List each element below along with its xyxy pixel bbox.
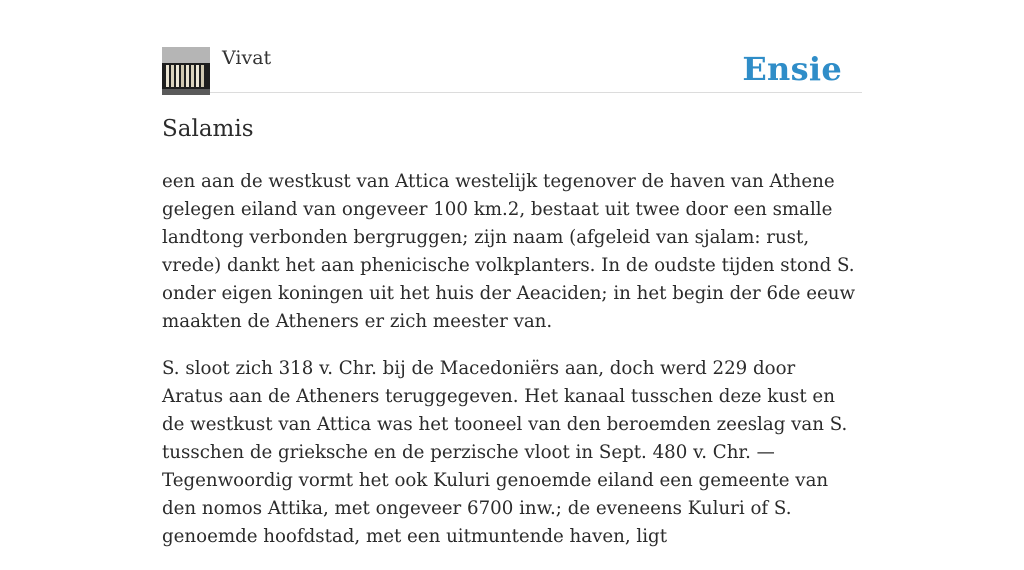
page bbox=[162, 0, 862, 547]
header bbox=[162, 0, 862, 93]
paragraph: S. sloot zich 318 v. Chr. bij de Macedoniërs aan, doch werd 229 door Aratus aan de Atheners teruggegeven. Het kanaal tusschen deze kust en de westkust van Attica was het tooneel van den beroemden zeeslag van S. tusschen de grieksche en de perzische vloot in Sept. 480 v. Chr. — Tegenwoordig vormt het ook Kuluri genoemde eiland een gemeente van den nomos Attika, met ongeveer 6700 inw.; de eveneens Kuluri of S. genoemde hoofdstad, met een uitmuntende haven, ligt bbox=[162, 358, 848, 547]
paragraph: een aan de westkust van Attica westelijk tegenover de haven van Athene gelegen eiland van ongeveer 100 km.2, bestaat uit twee door een smalle landtong verbonden bergruggen; zijn naam (afgeleid van sjalam: rust, vrede) dankt het aan phenicische volkplanters. In de oudste tijden stond S. onder eigen koningen uit het huis der Aeaciden; in het begin der 6de eeuw maakten de Atheners er zich meester van. bbox=[162, 171, 856, 332]
avatar[interactable] bbox=[162, 47, 210, 95]
author-name[interactable]: Vivat bbox=[222, 47, 272, 69]
article-title: Salamis bbox=[162, 116, 254, 142]
book-spines-icon bbox=[162, 47, 210, 95]
brand-logo[interactable]: Ensie bbox=[742, 50, 842, 88]
article-body bbox=[162, 168, 862, 570]
